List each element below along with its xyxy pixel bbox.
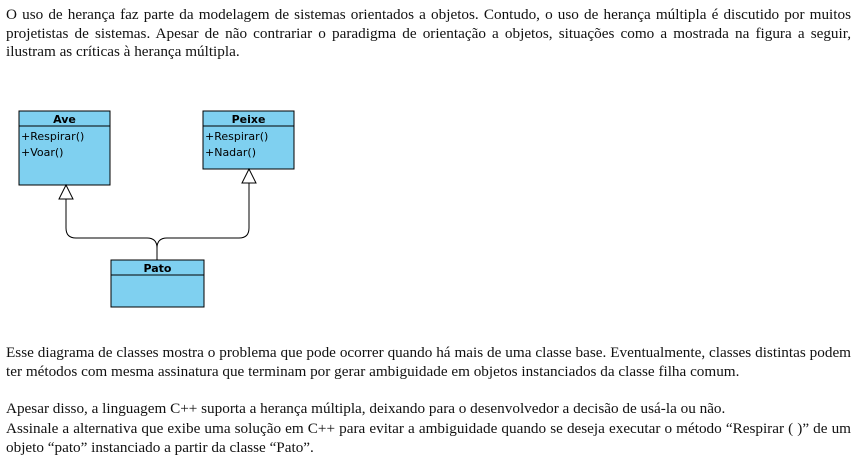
inheritance-line-ave: [66, 199, 157, 260]
inheritance-line-peixe: [157, 183, 249, 248]
class-diagram: [0, 100, 858, 315]
class-peixe: [203, 111, 294, 169]
inheritance-arrow-ave: [59, 185, 73, 199]
intro-paragraph: O uso de herança faz parte da modelagem de sistemas orientados a objetos. Contudo, o uso de herança múltipla é discutido por muitos projetistas de sistemas. Apesar de não contrariar o paradigma de orientação a objetos, situações como a mostrada na figura a seguir, ilustram as críticas à herança múltipla.: [6, 6, 851, 60]
operation-ave-respirar: +Respirar(): [21, 130, 85, 143]
cpp-support-paragraph: Apesar disso, a linguagem C++ suporta a herança múltipla, deixando para o desenvolvedor a decisão de usá-la ou não.: [6, 400, 726, 417]
description-paragraph: Esse diagrama de classes mostra o problema que pode ocorrer quando há mais de uma classe base. Eventualmente, classes distintas podem ter métodos com mesma assinatura que terminam por gerar ambiguidade em objetos instanciados da classe filha comum.: [6, 344, 851, 380]
inheritance-arrow-peixe: [242, 169, 256, 183]
class-name-peixe: Peixe: [231, 113, 266, 126]
question-paragraph: Assinale a alternativa que exibe uma solução em C++ para evitar a ambiguidade quando se deseja executar o método “Respirar ( )” de um objeto “pato” instanciado a partir da classe “Pato”.: [6, 420, 851, 456]
class-name-ave: Ave: [53, 113, 76, 126]
operation-peixe-nadar: +Nadar(): [205, 146, 257, 159]
operation-ave-voar: +Voar(): [21, 146, 64, 159]
class-pato: [111, 260, 204, 307]
operation-peixe-respirar: +Respirar(): [205, 130, 269, 143]
class-name-pato: Pato: [143, 262, 172, 275]
class-ave: [19, 111, 110, 185]
